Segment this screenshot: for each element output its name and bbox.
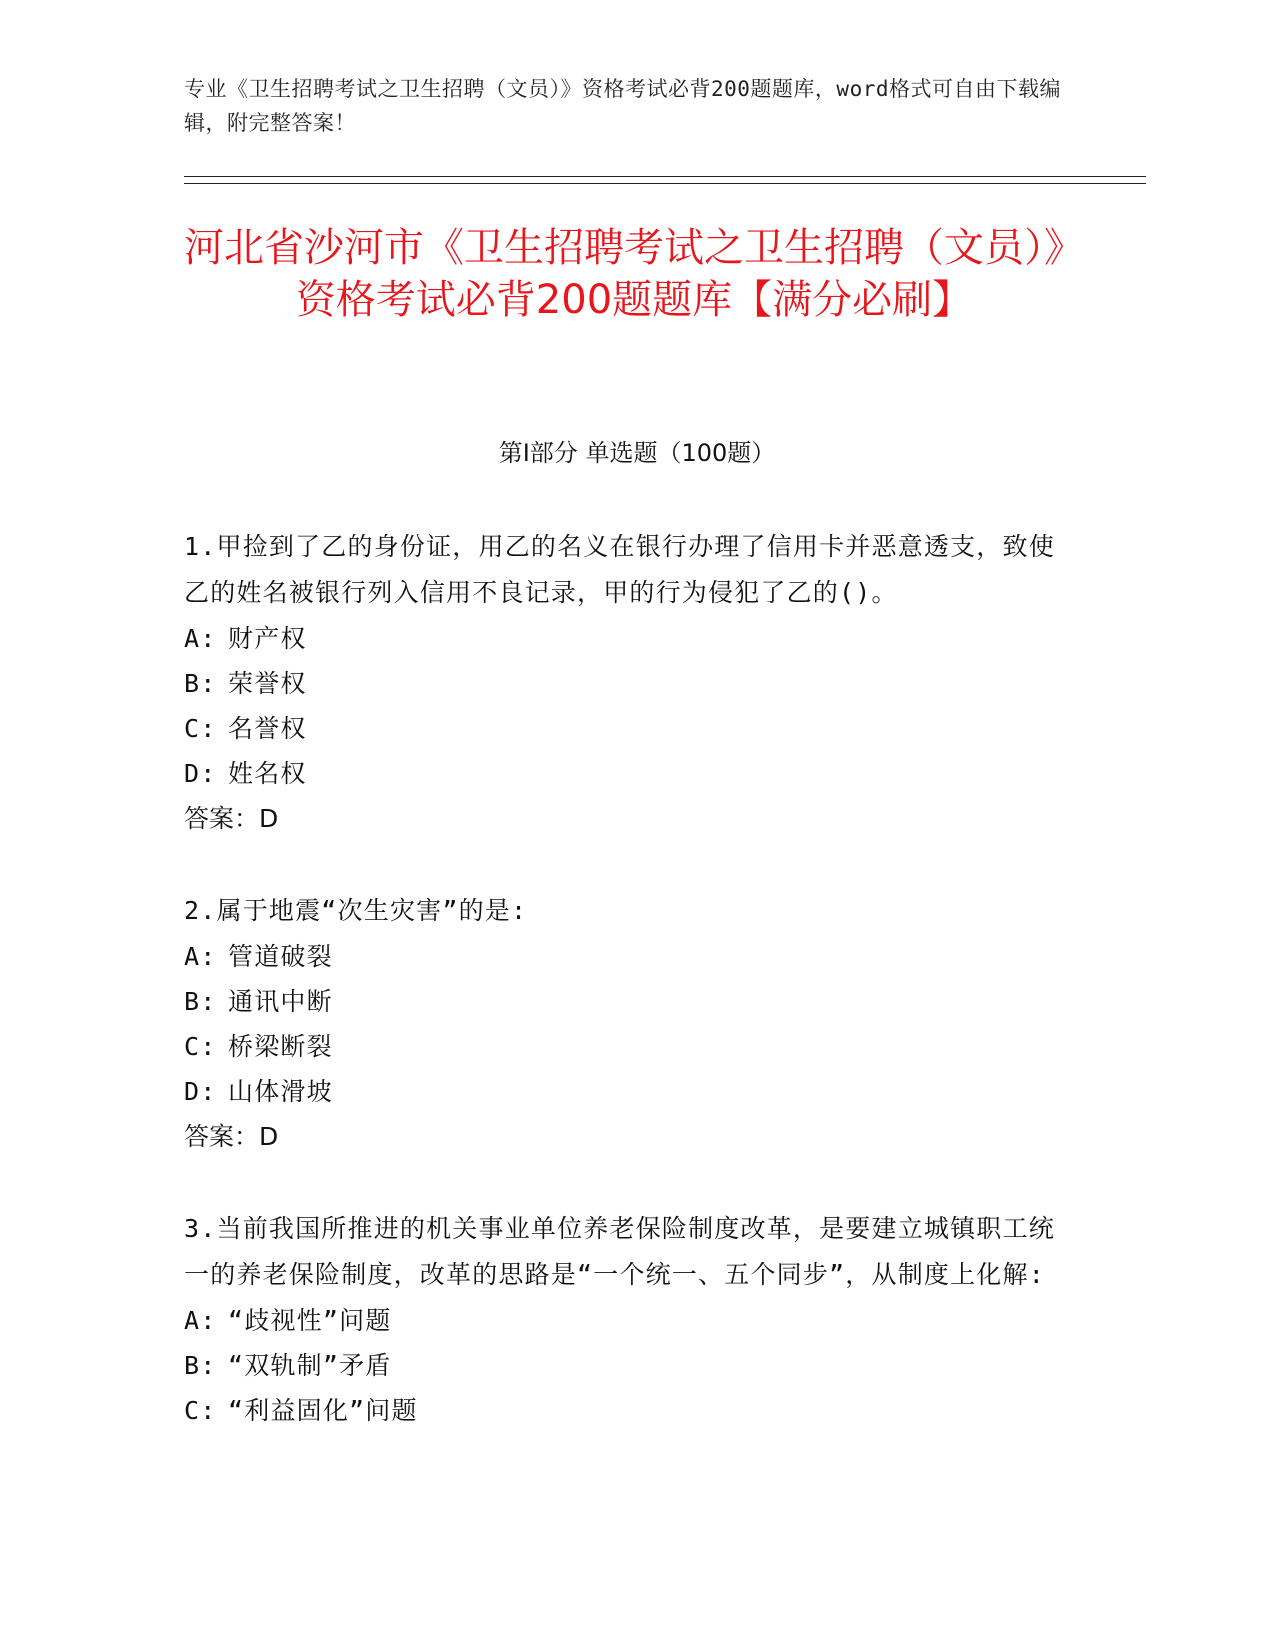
option-a	[184, 1298, 1064, 1343]
question-text: 1.甲捡到了乙的身份证，用乙的名义在银行办理了信用卡并恶意透支，致使乙的姓名被银行列入信用不良记录，甲的行为侵犯了乙的()。	[184, 532, 1055, 607]
option-text: 姓名权	[228, 759, 307, 788]
option-key: B:	[184, 669, 217, 698]
header-note: 专业《卫生招聘考试之卫生招聘（文员）》资格考试必背200题题库，word格式可自由下载编辑，附完整答案！	[184, 77, 1061, 135]
document-title: 河北省沙河市《卫生招聘考试之卫生招聘（文员）》资格考试必背200题题库【满分必刷】	[184, 225, 1084, 323]
option-text: “歧视性”问题	[228, 1306, 392, 1335]
option-c	[184, 1388, 1064, 1433]
option-key: B:	[184, 1351, 217, 1380]
option-a	[184, 934, 1064, 979]
option-text: 通讯中断	[228, 987, 333, 1016]
question-list	[184, 524, 1064, 1479]
section-heading: 第I部分 单选题（100题）	[498, 439, 776, 467]
option-key: D:	[184, 759, 217, 788]
option-text: 山体滑坡	[228, 1077, 333, 1106]
option-key: D:	[184, 1077, 217, 1106]
option-key: C:	[184, 1032, 217, 1061]
question-item	[184, 888, 1064, 1160]
option-key: C:	[184, 714, 217, 743]
option-b	[184, 1343, 1064, 1388]
option-b	[184, 979, 1064, 1024]
option-text: 管道破裂	[228, 942, 333, 971]
question-text: 3.当前我国所推进的机关事业单位养老保险制度改革，是要建立城镇职工统一的养老保险制度，改革的思路是“一个统一、五个同步”，从制度上化解:	[184, 1214, 1055, 1289]
option-d	[184, 751, 1064, 796]
answer-line: 答案：D	[184, 1122, 279, 1151]
option-key: A:	[184, 624, 217, 653]
option-c	[184, 706, 1064, 751]
header-rule-bottom	[184, 183, 1146, 184]
option-key: C:	[184, 1396, 217, 1425]
option-c	[184, 1024, 1064, 1069]
option-d	[184, 1069, 1064, 1114]
option-key: B:	[184, 987, 217, 1016]
option-text: 桥梁断裂	[228, 1032, 333, 1061]
option-key: A:	[184, 1306, 217, 1335]
option-text: “双轨制”矛盾	[228, 1351, 392, 1380]
question-text: 2.属于地震“次生灾害”的是:	[184, 896, 528, 925]
option-key: A:	[184, 942, 217, 971]
option-a	[184, 616, 1064, 661]
question-item	[184, 1206, 1064, 1433]
option-text: 名誉权	[228, 714, 307, 743]
option-text: 荣誉权	[228, 669, 307, 698]
answer-line: 答案：D	[184, 804, 279, 833]
option-b	[184, 661, 1064, 706]
question-item	[184, 524, 1064, 842]
option-text: “利益固化”问题	[228, 1396, 418, 1425]
header-rule-top	[184, 176, 1146, 177]
option-text: 财产权	[228, 624, 307, 653]
